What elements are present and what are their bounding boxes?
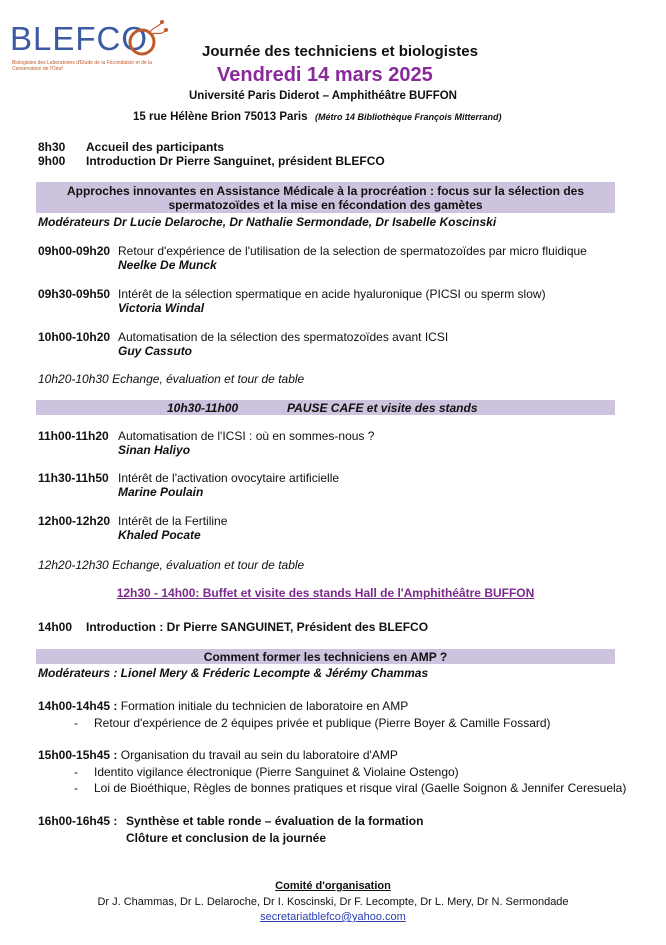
- block2-time: 15h00-15h45 :: [38, 748, 118, 762]
- talk-speaker: Guy Cassuto: [118, 344, 193, 358]
- dash-bullet: -: [74, 765, 78, 779]
- talk-title: Automatisation de l'ICSI : où en sommes-nous ?: [118, 429, 375, 443]
- talk-time: 09h30-09h50: [38, 287, 111, 301]
- talk-speaker: Sinan Haliyo: [118, 443, 191, 457]
- dash-bullet: -: [74, 716, 78, 730]
- event-metro: (Métro 14 Bibliothèque François Mitterrand): [314, 112, 502, 122]
- afternoon-intro-time: 14h00: [38, 620, 73, 634]
- block1-time: 14h00-14h45 :: [38, 699, 118, 713]
- talk-time: 09h00-09h20: [38, 244, 111, 258]
- block2-header: [38, 748, 398, 762]
- talk-speaker: Khaled Pocate: [118, 528, 201, 542]
- lunch-link[interactable]: 12h30 - 14h00: Buffet et visite des stands Hall de l'Amphithéâtre BUFFON: [116, 586, 535, 600]
- block2-item-text: Identito vigilance électronique (Pierre Sanguinet & Violaine Ostengo): [94, 765, 459, 779]
- opening-row-1: [38, 140, 224, 154]
- event-title: Journée des techniciens et biologistes: [202, 43, 478, 60]
- committee-email[interactable]: secretariatblefco@yahoo.com: [260, 911, 406, 923]
- talk-title: Automatisation de la sélection des spermatozoïdes avant ICSI: [118, 330, 449, 344]
- logo: [10, 14, 170, 80]
- block2-item-text: Loi de Bioéthique, Règles de bonnes pratiques et risque viral (Gaelle Soignon & Jennifer Ceresuela): [94, 781, 627, 795]
- block3-line1: Synthèse et table ronde – évaluation de la formation: [126, 814, 424, 828]
- talk-time: 11h00-11h20: [38, 429, 109, 443]
- session3-title: Comment former les techniciens en AMP ?: [203, 650, 448, 664]
- talk-time: 10h00-10h20: [38, 330, 111, 344]
- talk-title: Retour d'expérience de l'utilisation de la selection de spermatozoïdes par micro fluidique: [118, 244, 587, 258]
- session1-moderators: Modérateurs Dr Lucie Delaroche, Dr Nathalie Sermondade, Dr Isabelle Koscinski: [38, 215, 497, 229]
- talk-speaker: Marine Poulain: [118, 485, 204, 499]
- logo-name: BLEFCO: [10, 20, 149, 57]
- afternoon-intro: [38, 620, 428, 634]
- block2-item: [74, 765, 459, 779]
- session1-exchange: 10h20-10h30 Echange, évaluation et tour de table: [38, 372, 305, 386]
- talk-time: 11h30-11h50: [38, 471, 109, 485]
- session2-exchange: 12h20-12h30 Echange, évaluation et tour de table: [38, 558, 305, 572]
- talk-time: 12h00-12h20: [38, 514, 111, 528]
- block2-item: [74, 781, 626, 795]
- talk-title: Intérêt de la Fertiline: [118, 514, 228, 528]
- dash-bullet: -: [74, 781, 78, 795]
- committee-title: Comité d'organisation: [275, 880, 391, 892]
- opening-time: 8h30: [38, 140, 66, 154]
- afternoon-intro-text: Introduction : Dr Pierre SANGUINET, Président des BLEFCO: [86, 620, 429, 634]
- session3-moderators: Modérateurs : Lionel Mery & Fréderic Lecompte & Jérémy Chammas: [38, 666, 429, 680]
- pause-time: 10h30-11h00: [167, 401, 239, 415]
- talk-speaker: Neelke De Munck: [118, 258, 217, 272]
- block1-item-text: Retour d'expérience de 2 équipes privée et publique (Pierre Boyer & Camille Fossard): [94, 716, 551, 730]
- talk-speaker: Victoria Windal: [118, 301, 205, 315]
- block2-title: Organisation du travail au sein du laboratoire d'AMP: [120, 748, 398, 762]
- pause-label: PAUSE CAFE et visite des stands: [287, 401, 478, 415]
- opening-row-2: [38, 154, 385, 168]
- opening-time: 9h00: [38, 154, 66, 168]
- block3-line2: Clôture et conclusion de la journée: [126, 831, 327, 845]
- event-address-line: [133, 107, 502, 125]
- block1-title: Formation initiale du technicien de laboratoire en AMP: [120, 699, 409, 713]
- session1-title-1: Approches innovantes en Assistance Médicale à la procréation : focus sur la sélection des: [66, 184, 585, 198]
- block3-time: 16h00-16h45 :: [38, 814, 118, 828]
- logo-subtitle: Biologistes des Laboratoires d'Etude de la Fécondation et de la Conservation de l'Oeuf: [12, 60, 152, 72]
- opening-text: Accueil des participants: [86, 140, 225, 154]
- opening-text: Introduction Dr Pierre Sanguinet, président BLEFCO: [86, 154, 385, 168]
- talk-title: Intérêt de la sélection spermatique en acide hyaluronique (PICSI ou sperm slow): [118, 287, 546, 301]
- talk-title: Intérêt de l'activation ovocytaire artificielle: [118, 471, 340, 485]
- session1-title-2: spermatozoïdes et la mise en fécondation des gamètes: [168, 198, 483, 212]
- committee-members: Dr J. Chammas, Dr L. Delaroche, Dr I. Koscinski, Dr F. Lecompte, Dr L. Mery, Dr N. Sermondade: [97, 896, 569, 908]
- logo-sperm-icon: [128, 18, 170, 58]
- event-address: 15 rue Hélène Brion 75013 Paris: [133, 111, 308, 123]
- event-venue: Université Paris Diderot – Amphithéâtre BUFFON: [189, 90, 457, 102]
- event-date: Vendredi 14 mars 2025: [217, 64, 433, 86]
- block1-header: [38, 699, 408, 713]
- block1-item: [74, 716, 551, 730]
